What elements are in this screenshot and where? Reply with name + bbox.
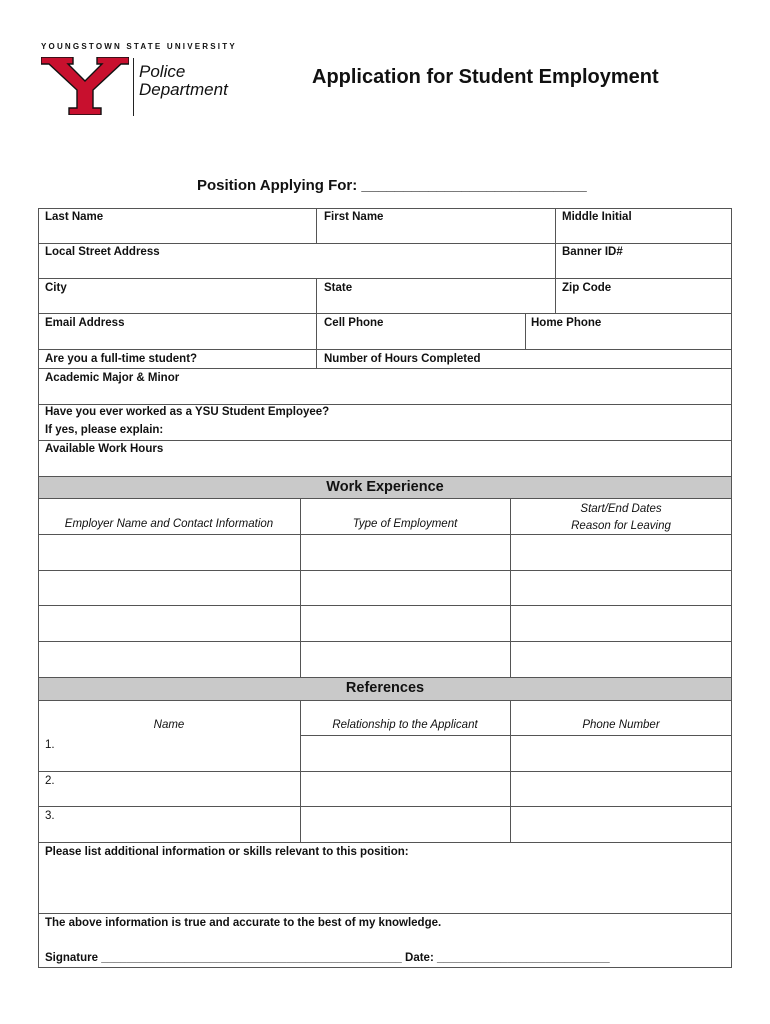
state-field[interactable]: State	[324, 282, 353, 294]
department-line2: Department	[139, 80, 228, 99]
major-minor-field[interactable]: Academic Major & Minor	[45, 372, 180, 384]
col-divider	[510, 700, 511, 842]
cell-phone-field[interactable]: Cell Phone	[324, 317, 384, 329]
reference-2-field[interactable]: 2.	[45, 775, 55, 787]
row-divider	[38, 278, 732, 279]
ref-relationship-column-header: Relationship to the Applicant	[332, 719, 478, 731]
reference-1-field[interactable]: 1.	[45, 739, 55, 751]
logo-divider	[133, 58, 134, 116]
row-divider	[38, 806, 732, 807]
page-title: Application for Student Employment	[312, 66, 659, 88]
full-time-student-field[interactable]: Are you a full-time student?	[45, 353, 198, 365]
col-divider	[316, 278, 317, 313]
available-hours-field[interactable]: Available Work Hours	[45, 443, 164, 455]
dates-column-header	[510, 501, 732, 535]
middle-initial-field[interactable]: Middle Initial	[562, 211, 632, 223]
first-name-field[interactable]: First Name	[324, 211, 384, 223]
additional-info-field[interactable]: Please list additional information or skills relevant to this position:	[45, 846, 409, 858]
col-divider	[300, 700, 301, 842]
reference-3-field[interactable]: 3.	[45, 810, 55, 822]
last-name-field[interactable]: Last Name	[45, 211, 104, 223]
col-divider	[300, 498, 301, 677]
ref-name-column-header: Name	[153, 719, 185, 731]
ysu-employee-question[interactable]: Have you ever worked as a YSU Student Employee?	[45, 406, 330, 418]
row-divider	[38, 440, 732, 441]
signature-date-line[interactable]: Signature _______________________________________________ Date: ___________________________	[45, 952, 610, 964]
ysu-logo-icon	[41, 57, 129, 115]
city-field[interactable]: City	[45, 282, 67, 294]
row-divider	[38, 570, 732, 571]
row-divider	[38, 641, 732, 642]
street-address-field[interactable]: Local Street Address	[45, 246, 160, 258]
col-divider	[316, 349, 317, 368]
col-divider	[525, 313, 526, 349]
ref-phone-column-header: Phone Number	[582, 719, 660, 731]
row-divider	[38, 498, 732, 499]
email-field[interactable]: Email Address	[45, 317, 125, 329]
row-divider	[38, 349, 732, 350]
home-phone-field[interactable]: Home Phone	[531, 317, 602, 329]
employment-type-column-header: Type of Employment	[352, 518, 458, 530]
row-divider	[38, 700, 732, 701]
row-divider	[300, 735, 732, 736]
dates-header-line1: Start/End Dates	[580, 503, 662, 515]
employer-column-header: Employer Name and Contact Information	[64, 518, 274, 530]
dates-header-line2: Reason for Leaving	[571, 520, 671, 532]
row-divider	[38, 313, 732, 314]
row-divider	[38, 605, 732, 606]
hours-completed-field[interactable]: Number of Hours Completed	[324, 353, 481, 365]
col-divider	[555, 243, 556, 278]
department-name	[139, 63, 228, 99]
row-divider	[38, 913, 732, 914]
row-divider	[38, 842, 732, 843]
row-divider	[38, 368, 732, 369]
position-applying-field[interactable]: Position Applying For: ___________________________	[197, 177, 587, 194]
row-divider	[38, 534, 732, 535]
certification-statement: The above information is true and accurate to the best of my knowledge.	[45, 917, 442, 929]
col-divider	[555, 208, 556, 243]
col-divider	[316, 208, 317, 243]
zip-code-field[interactable]: Zip Code	[562, 282, 612, 294]
row-divider	[38, 404, 732, 405]
banner-id-field[interactable]: Banner ID#	[562, 246, 623, 258]
university-name: YOUNGSTOWN STATE UNIVERSITY	[41, 42, 237, 51]
col-divider	[316, 313, 317, 349]
row-divider	[38, 771, 732, 772]
col-divider	[510, 498, 511, 677]
ysu-explain-field[interactable]: If yes, please explain:	[45, 424, 164, 436]
row-divider	[38, 243, 732, 244]
col-divider	[555, 278, 556, 313]
references-title: References	[345, 680, 425, 696]
department-line1: Police	[139, 62, 186, 81]
work-experience-title: Work Experience	[326, 479, 444, 495]
